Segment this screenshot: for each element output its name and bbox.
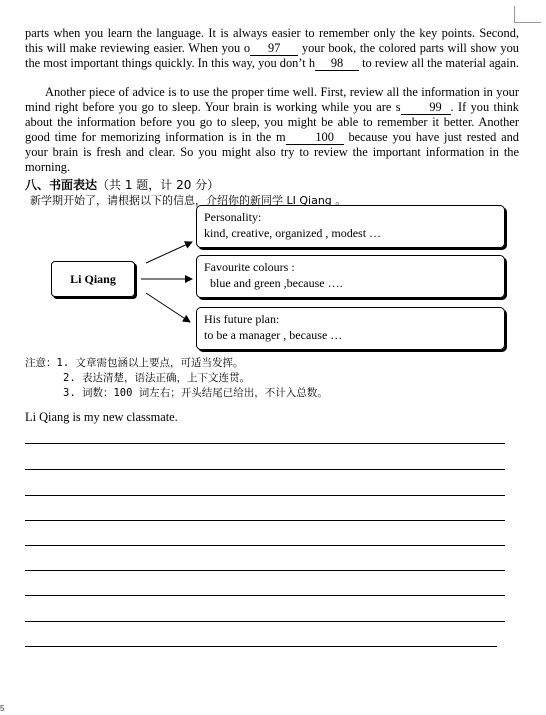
colours-content: blue and green ,because …. <box>210 276 343 290</box>
colours-box <box>196 255 505 298</box>
future-plan-label: His future plan: <box>204 312 280 326</box>
writing-line[interactable] <box>25 495 505 496</box>
future-plan-content: to be a manager , because … <box>204 328 343 342</box>
personality-box <box>196 205 505 248</box>
arrow-to-future-plan <box>146 293 190 322</box>
note-1: 注意：1. 文章需包涵以上要点，可适当发挥。 <box>25 357 244 369</box>
future-plan-box <box>196 307 505 350</box>
note-2: 2. 表达清楚，语法正确，上下文连贯。 <box>63 372 250 384</box>
writing-line[interactable] <box>25 469 505 470</box>
section-title-text: 八、书面表达 <box>25 178 98 192</box>
paragraph-text: Another piece of advice is to use the proper time well. First, review all the information in your mind right before you go to sleep. Your brain is working while you are s <box>25 85 519 114</box>
notes-block <box>25 356 328 401</box>
paragraph-text: your book, the colored parts will show you the most important things quickly. In this way, you don’t h <box>25 41 519 70</box>
section-score-meta: （共 1 题，计 20 分） <box>97 178 220 192</box>
writing-instruction: 新学期开始了，请根据以下的信息，介绍你的新同学 LI Qiang 。 <box>30 194 347 207</box>
paragraph-text: . If you think about the information before you go to sleep, you might be able to remember it better. Another good time for memorizing information is in the m <box>25 100 519 144</box>
paragraph-text: to review all the material again. <box>359 56 519 70</box>
personality-content: kind, creative, organized , modest … <box>204 226 382 240</box>
colours-label: Favourite colours : <box>204 260 295 274</box>
note-3: 3. 词数：100 词左右；开头结尾已给出，不计入总数。 <box>63 387 328 399</box>
writing-line[interactable] <box>25 520 505 521</box>
writing-line[interactable] <box>25 570 505 571</box>
essay-opening-line: Li Qiang is my new classmate. <box>25 410 178 424</box>
paragraph-text: parts when you learn the language. It is always easier to remember only the key points. Second, this will make reviewing easier. When you o <box>25 26 519 55</box>
writing-line[interactable] <box>25 621 505 622</box>
paragraph-text: because you have just rested and your brain is fresh and clear. So you might also try to review the important information in the morning. <box>25 130 519 174</box>
writing-line[interactable] <box>25 545 505 546</box>
arrow-to-personality <box>146 242 192 263</box>
name-box <box>51 261 135 297</box>
student-name: Li Qiang <box>70 271 116 286</box>
blank-97[interactable]: 97 <box>250 42 298 56</box>
blank-100[interactable]: 100 <box>286 131 344 145</box>
writing-line[interactable] <box>25 646 497 647</box>
blank-99[interactable]: 99 <box>401 101 451 115</box>
personality-label: Personality: <box>204 210 262 224</box>
blank-98[interactable]: 98 <box>315 57 359 71</box>
writing-line[interactable] <box>25 443 505 444</box>
writing-line[interactable] <box>25 595 505 596</box>
page-number: 5 <box>0 704 5 713</box>
